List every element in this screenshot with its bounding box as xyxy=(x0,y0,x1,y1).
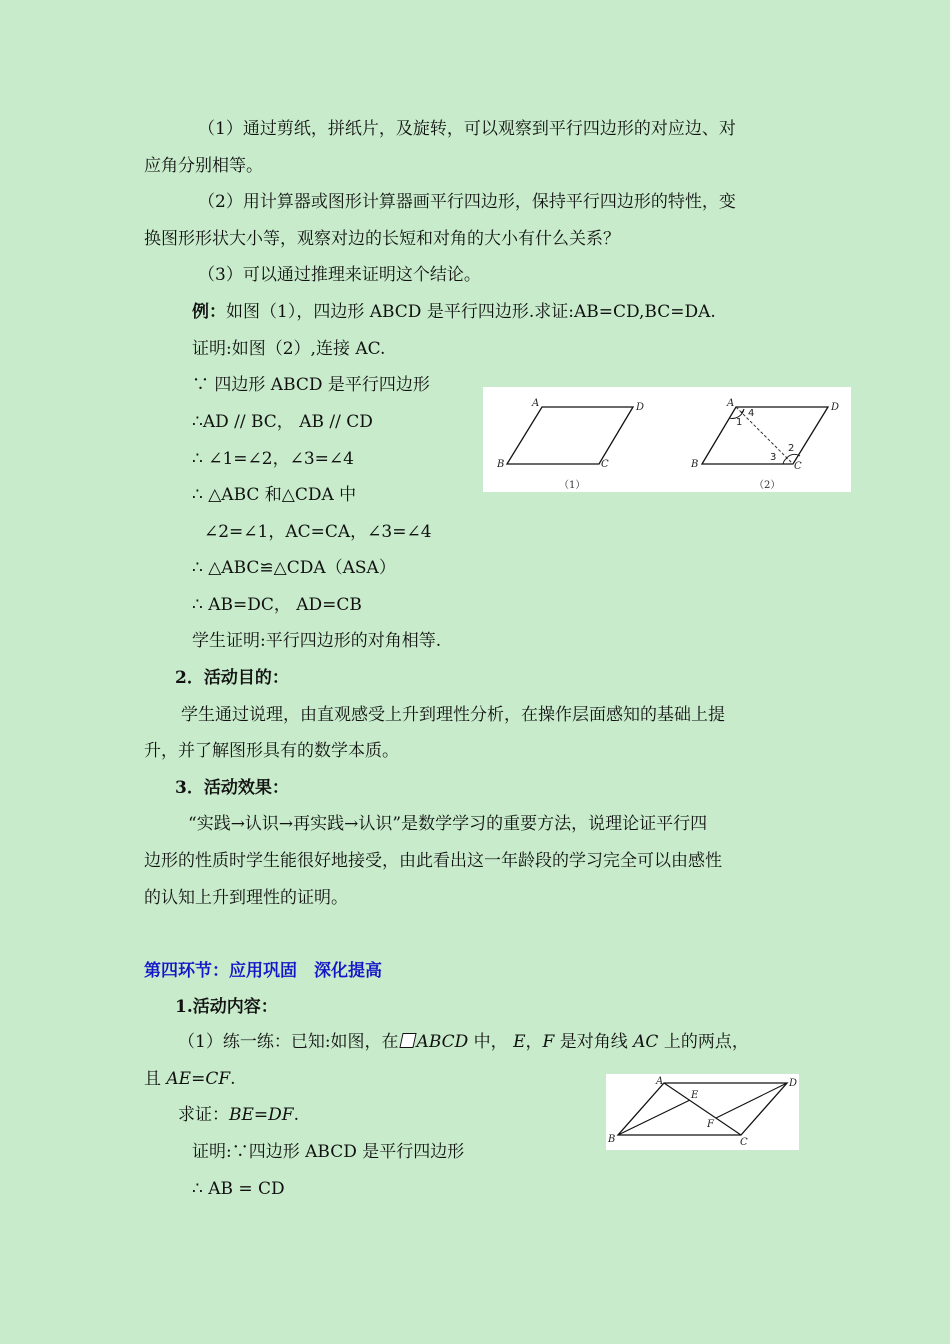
paragraph-1-line-2: 应角分别相等。 xyxy=(144,156,263,176)
exercise-abcd: ABCD xyxy=(416,1032,469,1052)
exercise-diagonal: AC xyxy=(633,1032,659,1052)
activity-content-title: 1.活动内容： xyxy=(175,997,278,1017)
section-3-line-1: “实践→认识→再实践→认识”是数学学习的重要方法，说理论证平行四 xyxy=(188,814,708,834)
point-label-f: F xyxy=(707,1119,714,1130)
exercise-text: 是对角线 xyxy=(554,1032,634,1052)
vertex-label-d: D xyxy=(789,1078,798,1089)
segment-df xyxy=(716,1083,787,1118)
proof-step: ∴AD // BC， AB // CD xyxy=(192,412,373,432)
section-2-line-2: 升，并了解图形具有的数学本质。 xyxy=(144,741,399,761)
example-statement xyxy=(192,301,716,323)
exercise-proof-line-2: ∴ AB = CD xyxy=(192,1179,285,1199)
angle-label-4: 4 xyxy=(748,408,755,419)
paragraph-2-line-2: 换图形形状大小等，观察对边的长短和对角的大小有什么关系？ xyxy=(144,229,620,249)
vertex-label-c: C xyxy=(740,1137,748,1148)
exercise-point-f: F xyxy=(542,1032,555,1052)
diagonal-ac xyxy=(736,407,793,464)
vertex-label-d: D xyxy=(636,402,645,413)
proof-step: ∵ 四边形 ABCD 是平行四边形 xyxy=(192,375,430,395)
vertex-label-b: B xyxy=(691,459,699,470)
prove-end: . xyxy=(293,1105,299,1125)
exercise-statement xyxy=(178,1031,749,1053)
prove-prefix: 求证： xyxy=(178,1105,229,1125)
section-3-line-2: 边形的性质时学生能很好地接受，由此看出这一年龄段的学习完全可以由感性 xyxy=(144,851,722,871)
exercise-proof-line-1: 证明:∵四边形 ABCD 是平行四边形 xyxy=(192,1142,465,1162)
example-text: 如图（1），四边形 ABCD 是平行四边形.求证:AB=CD,BC=DA. xyxy=(226,302,716,322)
vertex-label-a: A xyxy=(727,398,735,409)
exercise-text: ， xyxy=(525,1032,543,1052)
figure-2-caption: （2） xyxy=(754,480,781,491)
vertex-label-d: D xyxy=(831,402,840,413)
paragraph-1-line-1: （1）通过剪纸，拼纸片，及旋转，可以观察到平行四边形的对应边、对 xyxy=(198,119,736,139)
paragraph-3: （3）可以通过推理来证明这个结论。 xyxy=(198,265,481,285)
vertex-label-a: A xyxy=(656,1076,664,1087)
vertex-label-c: C xyxy=(794,461,802,472)
angle-label-1: 1 xyxy=(736,417,743,428)
angle-label-2: 2 xyxy=(788,443,795,454)
vertex-label-c: C xyxy=(601,459,609,470)
section-2-title: 2．活动目的： xyxy=(175,668,289,688)
segment-be xyxy=(618,1100,690,1135)
angle-label-3: 3 xyxy=(770,452,777,463)
section-3-line-3: 的认知上升到理性的证明。 xyxy=(144,888,348,908)
exercise-text: 中， xyxy=(468,1032,514,1052)
parallelogram-figures xyxy=(483,387,851,492)
exercise-prefix: （1）练一练：已知:如图，在 xyxy=(178,1032,399,1052)
exercise-point-e: E xyxy=(513,1032,526,1052)
parallelogram-icon xyxy=(399,1033,416,1048)
vertex-label-b: B xyxy=(497,459,505,470)
figure-1-caption: （1） xyxy=(559,480,586,491)
given-prefix: 且 xyxy=(144,1069,167,1089)
proof-step: ∴ △ABC 和△CDA 中 xyxy=(192,485,357,505)
given-expression: AE=CF xyxy=(166,1069,231,1089)
proof-step: ∠2=∠1，AC=CA，∠3=∠4 xyxy=(204,522,432,542)
stage-4-heading: 第四环节：应用巩固 深化提高 xyxy=(144,961,382,981)
given-end: . xyxy=(230,1069,236,1089)
parallelogram-shape xyxy=(507,407,633,464)
vertex-label-a: A xyxy=(532,398,540,409)
vertex-label-b: B xyxy=(608,1134,616,1145)
proof-step: ∴ AB=DC， AD=CB xyxy=(192,595,362,615)
angle-arc xyxy=(783,458,787,464)
figure-1 xyxy=(496,398,644,491)
exercise-prove xyxy=(178,1104,299,1126)
exercise-text: 上的两点， xyxy=(658,1032,749,1052)
section-3-title: 3．活动效果： xyxy=(175,778,289,798)
exercise-figure xyxy=(606,1074,799,1150)
proof-intro: 证明:如图（2）,连接 AC. xyxy=(192,339,386,359)
student-proof: 学生证明:平行四边形的对角相等. xyxy=(192,631,442,651)
prove-expression: BE=DF xyxy=(229,1105,294,1125)
exercise-given xyxy=(144,1068,236,1090)
point-label-e: E xyxy=(691,1090,699,1101)
proof-step: ∴ ∠1=∠2，∠3=∠4 xyxy=(192,449,354,469)
diagonal-ac xyxy=(664,1083,741,1135)
example-label: 例： xyxy=(192,302,226,322)
figure-2 xyxy=(690,398,839,491)
section-2-line-1: 学生通过说理，由直观感受上升到理性分析，在操作层面感知的基础上提 xyxy=(181,705,725,725)
paragraph-2-line-1: （2）用计算器或图形计算器画平行四边形，保持平行四边形的特性，变 xyxy=(198,192,736,212)
proof-step: ∴ △ABC≌△CDA（ASA） xyxy=(192,558,396,578)
